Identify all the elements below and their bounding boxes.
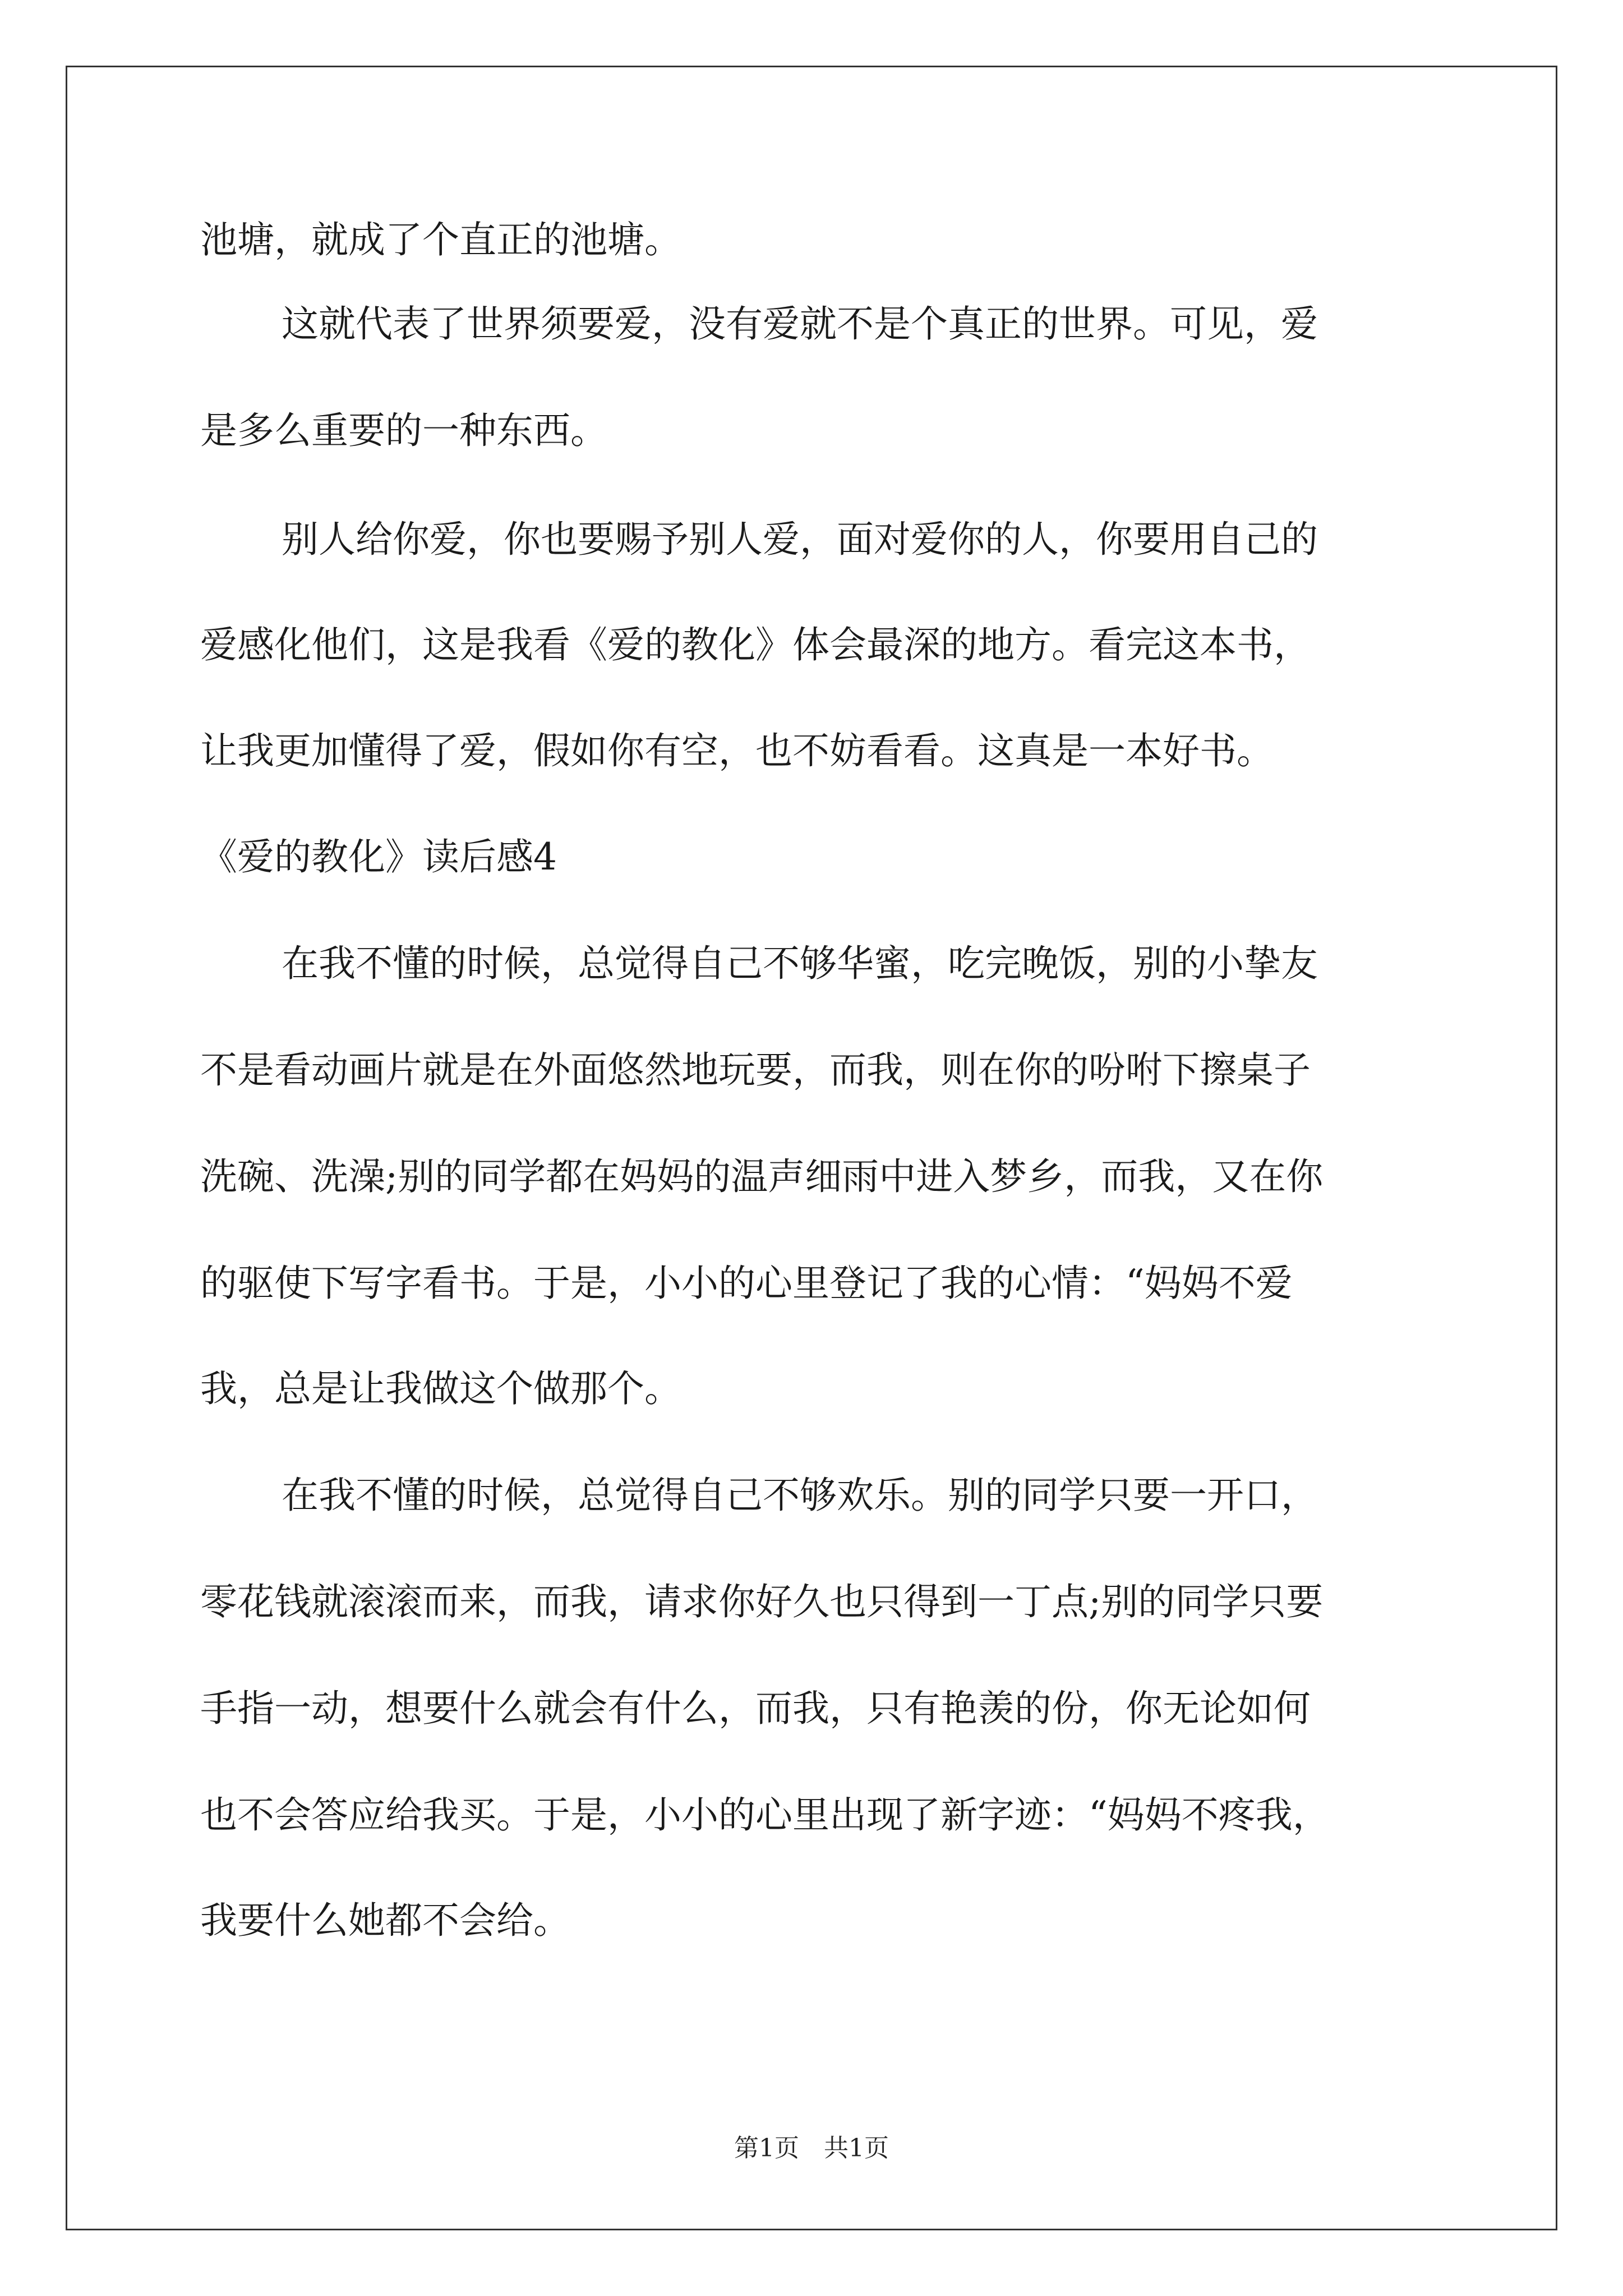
text-line: 也不会答应给我买。于是，小小的心里出现了新字迹：“妈妈不疼我， [200, 1793, 1330, 1837]
text-line: 这就代表了世界须要爱，没有爱就不是个真正的世界。可见，爱 [282, 302, 1318, 346]
text-line: 的驱使下写字看书。于是，小小的心里登记了我的心情：“妈妈不爱 [200, 1262, 1293, 1305]
text-line: 我要什么她都不会给。 [200, 1899, 570, 1942]
page-number-footer: 第1页 共1页 [734, 2134, 889, 2162]
text-line: 别人给你爱，你也要赐予别人爱，面对爱你的人，你要用自己的 [282, 518, 1318, 561]
text-line: 池塘，就成了个直正的池塘。 [200, 218, 681, 261]
text-line: 在我不懂的时候，总觉得自己不够华蜜，吃完晚饭，别的小挚友 [282, 942, 1318, 985]
text-line: 不是看动画片就是在外面悠然地玩要，而我，则在你的吩咐下擦桌子 [200, 1048, 1311, 1092]
text-line: 洗碗、洗澡;别的同学都在妈妈的温声细雨中进入梦乡，而我，又在你 [200, 1155, 1324, 1198]
text-line: 是多么重要的一种东西。 [200, 409, 607, 452]
text-line: 在我不懂的时候，总觉得自己不够欢乐。别的同学只要一开口， [282, 1474, 1318, 1517]
text-line: 手指一动，想要什么就会有什么，而我，只有艳羡的份，你无论如何 [200, 1687, 1311, 1730]
text-line: 零花钱就滚滚而来，而我，请求你好久也只得到一丁点;别的同学只要 [200, 1580, 1324, 1623]
text-line: 我，总是让我做这个做那个。 [200, 1367, 681, 1410]
text-line: 爱感化他们，这是我看《爱的教化》体会最深的地方。看完这本书， [200, 623, 1311, 666]
section-heading: 《爱的教化》读后感4 [200, 835, 557, 878]
text-line: 让我更加懂得了爱，假如你有空，也不妨看看。这真是一本好书。 [200, 729, 1274, 772]
